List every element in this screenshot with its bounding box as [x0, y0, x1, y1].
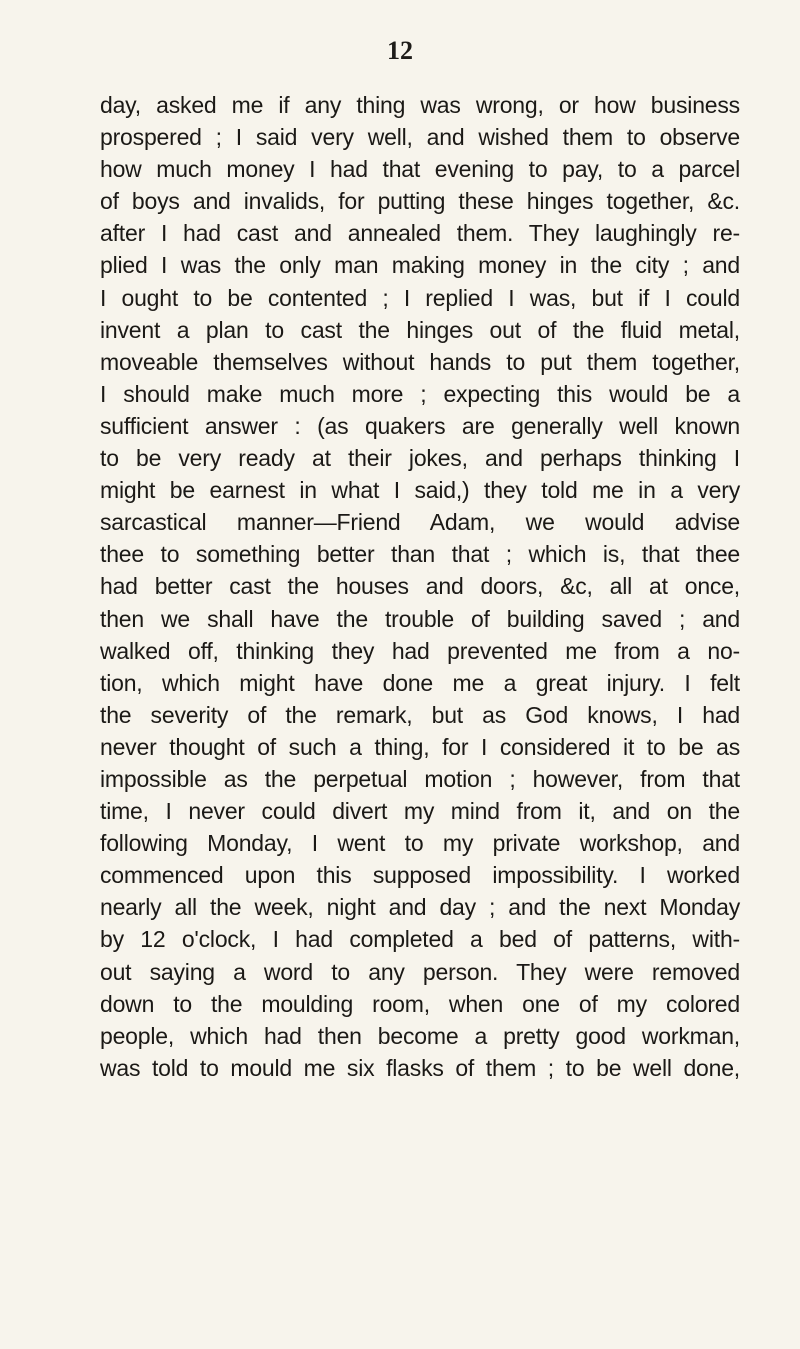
body-text — [100, 89, 740, 1084]
text-line: the severity of the remark, but as God knows, I had — [100, 701, 740, 728]
text-line: I ought to be contented ; I replied I was, but if I could — [100, 284, 740, 311]
text-line: prospered ; I said very well, and wished them to observe — [100, 124, 740, 151]
text-line: walked off, thinking they had prevented me from a no- — [100, 637, 740, 664]
text-line: never thought of such a thing, for I considered it to be as — [100, 733, 740, 760]
text-line: I should make much more ; expecting this would be a — [100, 380, 740, 407]
text-line: day, asked me if any thing was wrong, or how business — [100, 92, 740, 118]
text-line: out saying a word to any person. They were removed — [100, 958, 740, 985]
text-line: had better cast the houses and doors, &c, all at once, — [100, 573, 740, 600]
text-line: invent a plan to cast the hinges out of the fluid metal, — [100, 316, 740, 343]
text-line: people, which had then become a pretty good workman, — [100, 1022, 740, 1049]
text-line: to be very ready at their jokes, and perhaps thinking I — [100, 445, 740, 472]
text-line: was told to mould me six flasks of them ; to be well done, — [100, 1054, 740, 1081]
text-line: sarcastical manner—Friend Adam, we would advise — [100, 509, 740, 536]
text-line: plied I was the only man making money in the city ; and — [100, 252, 740, 279]
text-line: sufficient answer : (as quakers are generally well known — [100, 412, 740, 439]
text-line: might be earnest in what I said,) they told me in a very — [100, 477, 740, 504]
text-line: commenced upon this supposed impossibility. I worked — [100, 862, 740, 889]
text-line: by 12 o'clock, I had completed a bed of patterns, with- — [100, 926, 740, 953]
page-number: 12 — [387, 36, 413, 65]
text-line: tion, which might have done me a great injury. I felt — [100, 669, 740, 696]
text-line: nearly all the week, night and day ; and the next Monday — [100, 894, 740, 921]
text-line: down to the moulding room, when one of my colored — [100, 990, 740, 1017]
text-line: thee to something better than that ; which is, that thee — [100, 541, 740, 568]
text-line: how much money I had that evening to pay, to a parcel — [100, 156, 740, 183]
text-line: time, I never could divert my mind from it, and on the — [100, 798, 740, 825]
text-line: impossible as the perpetual motion ; however, from that — [100, 765, 740, 792]
text-line: then we shall have the trouble of building saved ; and — [100, 605, 740, 632]
text-line: of boys and invalids, for putting these hinges together, &c. — [100, 188, 740, 215]
text-line: following Monday, I went to my private workshop, and — [100, 830, 740, 857]
text-line: after I had cast and annealed them. They laughingly re- — [100, 220, 740, 247]
text-line: moveable themselves without hands to put them together, — [100, 348, 740, 375]
